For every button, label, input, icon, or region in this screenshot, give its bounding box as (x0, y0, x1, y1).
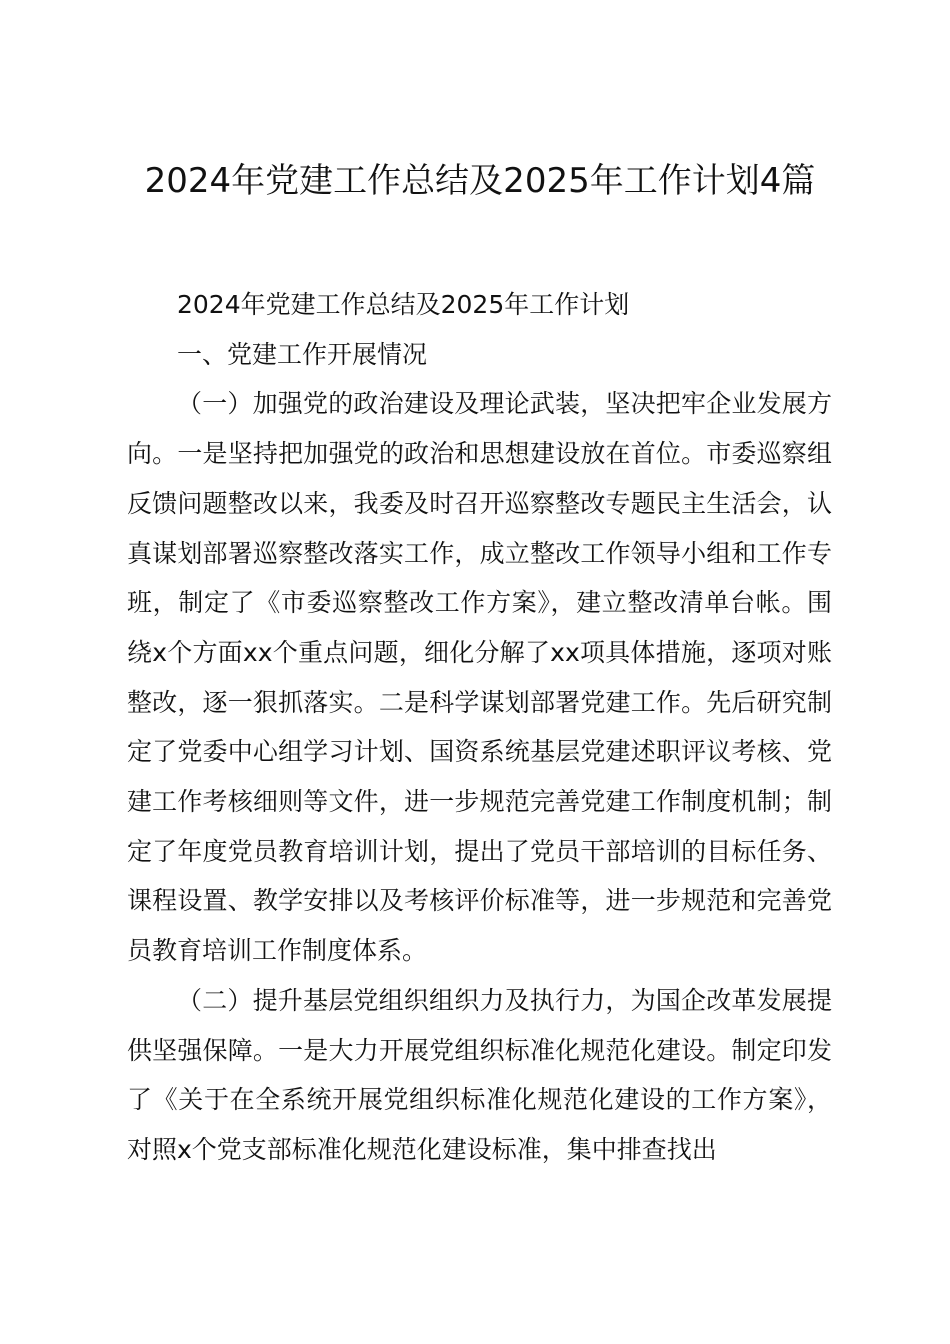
document-body (127, 280, 832, 1175)
section-heading: 一、党建工作开展情况 (177, 339, 428, 369)
body-paragraph-2: （二）提升基层党组织组织力及执行力，为国企改革发展提供坚强保障。一是大力开展党组织标准化规范化建设。制定印发了《关于在全系统开展党组织标准化规范化建设的工作方案》，对照x个党支部标准化规范化建设标准，集中排查找出 (127, 985, 832, 1164)
body-paragraph-1: （一）加强党的政治建设及理论武装，坚决把牢企业发展方向。一是坚持把加强党的政治和思想建设放在首位。市委巡察组反馈问题整改以来，我委及时召开巡察整改专题民主生活会，认真谋划部署巡察整改落实工作，成立整改工作领导小组和工作专班，制定了《市委巡察整改工作方案》，建立整改清单台帐。围绕x个方面xx个重点问题，细化分解了xx项具体措施，逐项对账整改，逐一狠抓落实。二是科学谋划部署党建工作。先后研究制定了党委中心组学习计划、国资系统基层党建述职评议考核、党建工作考核细则等文件，进一步规范完善党建工作制度机制；制定了年度党员教育培训计划，提出了党员干部培训的目标任务、课程设置、教学安排以及考核评价标准等，进一步规范和完善党员教育培训工作制度体系。 (127, 389, 832, 966)
document-title: 2024年党建工作总结及2025年工作计划4篇 (144, 161, 816, 201)
document-subtitle: 2024年党建工作总结及2025年工作计划 (177, 290, 630, 319)
